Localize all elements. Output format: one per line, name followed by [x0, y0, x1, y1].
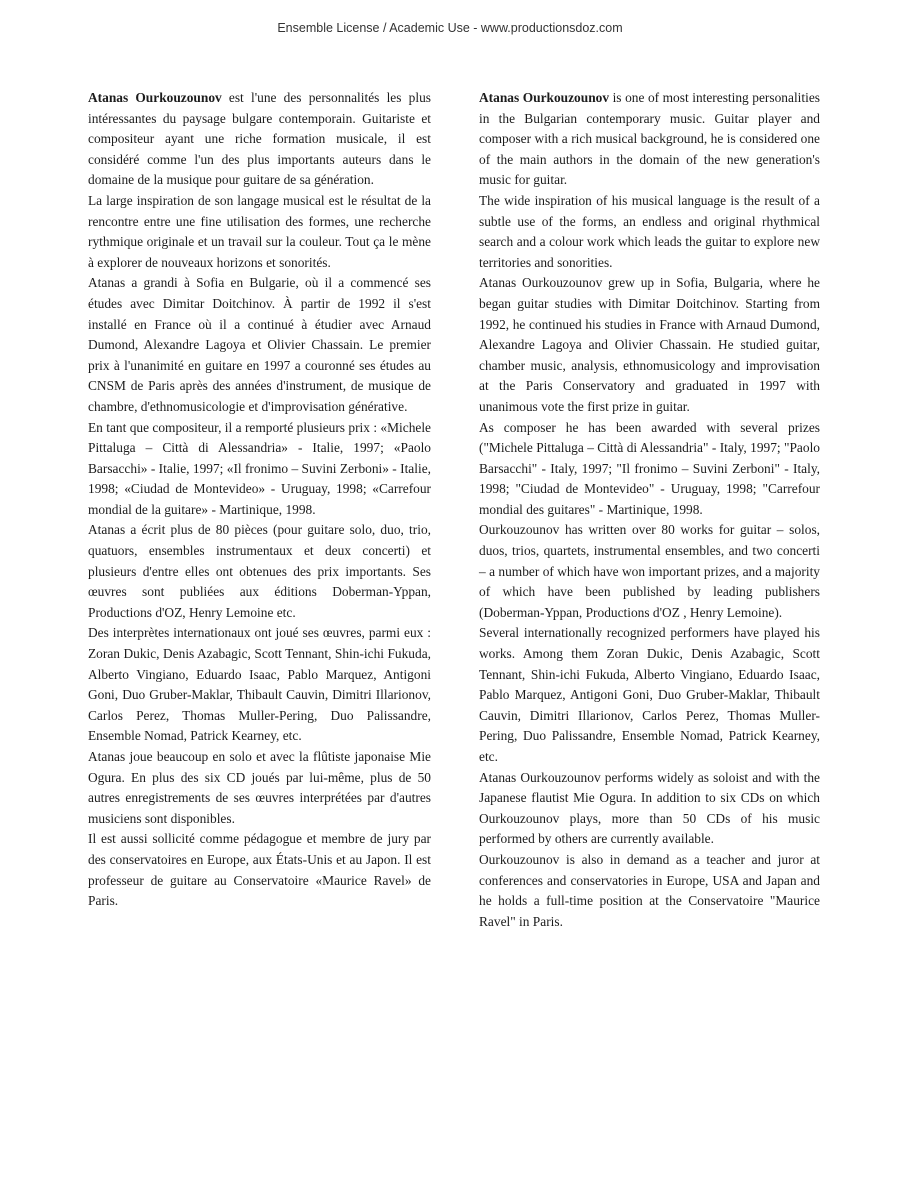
paragraph-en-6: Several internationally recognized performers have played his works. Among them Zoran Dukic, Denis Azabagic, Scott Tennant, Shin-ichi Fukuda, Alberto Vingiano, Eduardo Isaac, Pablo Marquez, Antigoni Goni, Duo Gruber-Maklar, Thibault Cauvin, Dimitri Illarionov, Carlos Perez, Thomas Muller-Pering, Duo Palissandre, Ensemble Nomad, Patrick Kearney, etc.: [479, 625, 820, 764]
composer-name: Atanas Ourkouzounov: [479, 90, 610, 105]
paragraph-fr-7: Atanas joue beaucoup en solo et avec la flûtiste japonaise Mie Ogura. En plus des six CD joués par lui-même, plus de 50 autres enregistrements de ses œuvres interprétées par d'autres musiciens sont disponibles.: [88, 749, 431, 826]
paragraph-fr-3: Atanas a grandi à Sofia en Bulgarie, où il a commencé ses études avec Dimitar Doitchinov. À partir de 1992 il s'est installé en France où il a continué à étudier avec Arnaud Dumond, Alexandre Lagoya et Olivier Chassain. Le premier prix à l'unanimité en guitare en 1997 a couronné ses études au CNSM de Paris après des années d'instrument, de musique de chambre, d'ethnomusicologie et d'improvisation générative.: [88, 275, 431, 414]
paragraph-fr-5: Atanas a écrit plus de 80 pièces (pour guitare solo, duo, trio, quatuors, ensembles instrumentaux et deux concerti) et plusieurs d'entre elles ont obtenues des prix importants. Ses œuvres sont publiées aux éditions Doberman-Yppan, Productions d'OZ, Henry Lemoine etc.: [88, 522, 431, 620]
paragraph-text: est l'une des personnalités les plus intéressantes du paysage bulgare contemporain. Guitariste et compositeur ayant une riche formation musicale, il est considéré comme l'un des plus importants auteurs dans le domaine de la musique pour guitare de sa génération.: [88, 90, 431, 188]
paragraph-fr-2: La large inspiration de son langage musical est le résultat de la rencontre entre une fine utilisation des formes, une recherche rythmique originale et un travail sur la couleur. Tout ça le mène à explorer de nouveaux horizons et sonorités.: [88, 192, 431, 270]
paragraph-en-8: Ourkouzounov is also in demand as a teacher and juror at conferences and conservatories in Europe, USA and Japan and he holds a full-time position at the Conservatoire "Maurice Ravel" in Paris.: [479, 851, 820, 929]
paragraph-en-3: Atanas Ourkouzounov grew up in Sofia, Bulgaria, where he began guitar studies with Dimitar Doitchinov. Starting from 1992, he continued his studies in France with Arnaud Dumond, Alexandre Lagoya and Olivier Chassain. He studied guitar, chamber music, analysis, ethnomusicology and improvisation at the Paris Conservatory and graduated in 1997 with unanimous vote the first prize in guitar.: [479, 275, 820, 414]
paragraph-text: is one of most interesting personalities in the Bulgarian contemporary music. Guitar player and composer with a rich musical background, he is considered one of the main authors in the domain of the new generation's music for guitar.: [479, 90, 820, 188]
french-column: [88, 88, 431, 912]
paragraph-en-5: Ourkouzounov has written over 80 works for guitar – solos, duos, trios, quartets, instrumental ensembles, and two concerti – a number of which have won important prizes, and a majority of which have been published by leading publishers (Doberman-Yppan, Productions d'OZ , Henry Lemoine).: [479, 522, 820, 620]
paragraph-fr-6: Des interprètes internationaux ont joué ses œuvres, parmi eux : Zoran Dukic, Denis Azabagic, Scott Tennant, Shin-ichi Fukuda, Alberto Vingiano, Eduardo Isaac, Pablo Marquez, Antigoni Goni, Duo Gruber-Maklar, Thibault Cauvin, Dimitri Illarionov, Carlos Perez, Thomas Muller-Pering, Duo Palissandre, Ensemble Nomad, Patrick Kearney, etc.: [88, 625, 431, 744]
paragraph-fr-8: Il est aussi sollicité comme pédagogue et membre de jury par des conservatoires en Europe, aux États-Unis et au Japon. Il est professeur de guitare au Conservatoire «Maurice Ravel» de Paris.: [88, 831, 431, 909]
paragraph-en-4: As composer he has been awarded with several prizes ("Michele Pittaluga – Città di Alessandria" - Italy, 1997; "Paolo Barsacchi" - Italy, 1997; "Il fronimo – Suvini Zerboni" - Italy, 1998; "Ciudad de Montevideo" - Uruguay, 1998; "Carrefour mondial des guitares" - Martinique, 1998.: [479, 419, 820, 517]
paragraph-en-2: The wide inspiration of his musical language is the result of a subtle use of the forms, an endless and original rhythmical search and a colour work which leads the guitar to explore new territories and sonorities.: [479, 192, 820, 270]
composer-name: Atanas Ourkouzounov: [88, 90, 222, 105]
paragraph-en-1: [479, 88, 820, 191]
paragraph-en-7: Atanas Ourkouzounov performs widely as soloist and with the Japanese flautist Mie Ogura. In addition to six CDs on which Ourkouzounov plays, more than 50 CDs of his music performed by others are currently available.: [479, 769, 820, 847]
page-header: Ensemble License / Academic Use - www.productionsdoz.com: [277, 21, 623, 35]
english-column: [479, 88, 820, 932]
paragraph-fr-4: En tant que compositeur, il a remporté plusieurs prix : «Michele Pittaluga – Città di Alessandria» - Italie, 1997; «Paolo Barsacchi» - Italie, 1997; «Il fronimo – Suvini Zerboni» - Italie, 1998; «Ciudad de Montevideo» - Uruguay, 1998; «Carrefour mondial de la guitare» - Martinique, 1998.: [88, 419, 431, 517]
paragraph-fr-1: [88, 88, 431, 191]
